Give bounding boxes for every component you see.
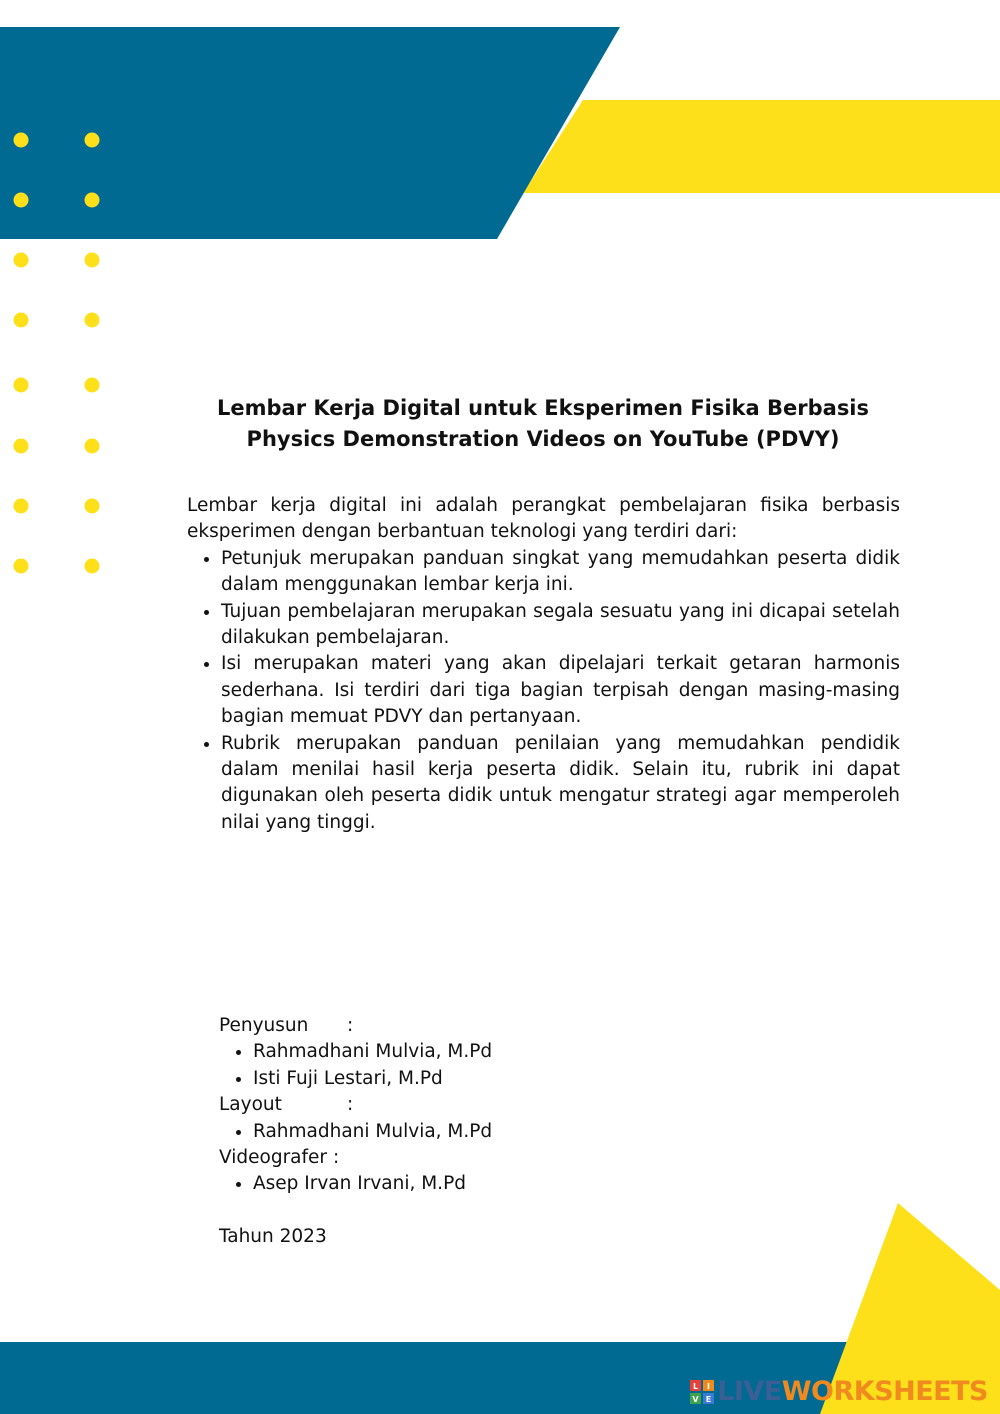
icon-letter: L	[693, 1381, 699, 1391]
year: Tahun 2023	[219, 1225, 327, 1247]
dot	[14, 313, 29, 328]
list-item: • Tujuan pembelajaran merupakan segala sesuatu yang ini dicapai setelah dilakukan pembelajaran.	[221, 599, 900, 652]
list-item: • Rahmadhani Mulvia, M.Pd	[253, 1119, 719, 1145]
separator: :	[347, 1015, 354, 1036]
brand-live: LIVE	[717, 1376, 782, 1407]
list-item: • Rubrik merupakan panduan penilaian yang memudahkan pendidik dalam menilai hasil kerja peserta didik. Selain itu, rubrik ini dapat digunakan oleh peserta didik untuk mengatur strategi agar memperoleh nilai yang tinggi.	[221, 731, 900, 837]
component-list	[187, 546, 900, 836]
liveworksheets-logo[interactable]	[690, 1376, 988, 1407]
dot	[14, 439, 29, 454]
list-item: • Rahmadhani Mulvia, M.Pd	[253, 1039, 719, 1065]
dot	[85, 499, 100, 514]
dot	[85, 378, 100, 393]
intro-paragraph: Lembar kerja digital ini adalah perangkat pembelajaran fisika berbasis eksperimen dengan berbantuan teknologi yang terdiri dari:	[187, 495, 900, 543]
videografer-heading	[219, 1145, 719, 1171]
dot	[85, 313, 100, 328]
description	[187, 493, 900, 836]
videografer-label: Videografer	[219, 1147, 328, 1169]
dot	[14, 378, 29, 393]
list-item: • Asep Irvan Irvani, M.Pd	[253, 1171, 719, 1197]
brand-worksheets: WORKSHEETS	[781, 1376, 988, 1407]
icon-letter: I	[707, 1381, 711, 1391]
list-item: • Isi merupakan materi yang akan dipelajari terkait getaran harmonis sederhana. Isi terdiri dari tiga bagian terpisah dengan masing-masing bagian memuat PDVY dan pertanyaan.	[221, 651, 900, 730]
dot	[14, 559, 29, 574]
credits	[219, 1013, 719, 1250]
list-item: • Isti Fuji Lestari, M.Pd	[253, 1066, 719, 1092]
layout-label: Layout	[219, 1094, 282, 1116]
icon-letter: V	[692, 1394, 699, 1404]
icon-letter: E	[705, 1394, 712, 1404]
dot	[85, 193, 100, 208]
penyusun-label: Penyusun	[219, 1015, 309, 1036]
videografer-list	[219, 1171, 719, 1197]
page-title	[180, 393, 906, 455]
layout-list	[219, 1119, 719, 1145]
dot	[85, 133, 100, 148]
dot	[85, 253, 100, 268]
dot	[85, 439, 100, 454]
penyusun-list	[219, 1039, 719, 1092]
dot	[14, 133, 29, 148]
dot	[85, 559, 100, 574]
penyusun-heading	[219, 1013, 719, 1039]
top-yellow-band	[523, 100, 1000, 193]
title-line-2: Physics Demonstration Videos on YouTube (PDVY)	[246, 427, 840, 451]
dot	[14, 193, 29, 208]
dot	[14, 253, 29, 268]
separator: :	[347, 1094, 354, 1116]
layout-heading	[219, 1092, 719, 1118]
brand-wordmark	[717, 1376, 988, 1407]
liveworksheets-icon	[690, 1380, 714, 1404]
dot	[14, 499, 29, 514]
list-item: • Petunjuk merupakan panduan singkat yang memudahkan peserta didik dalam menggunakan lembar kerja ini.	[221, 546, 900, 599]
title-line-1: Lembar Kerja Digital untuk Eksperimen Fisika Berbasis	[216, 396, 870, 420]
separator: :	[333, 1147, 340, 1169]
